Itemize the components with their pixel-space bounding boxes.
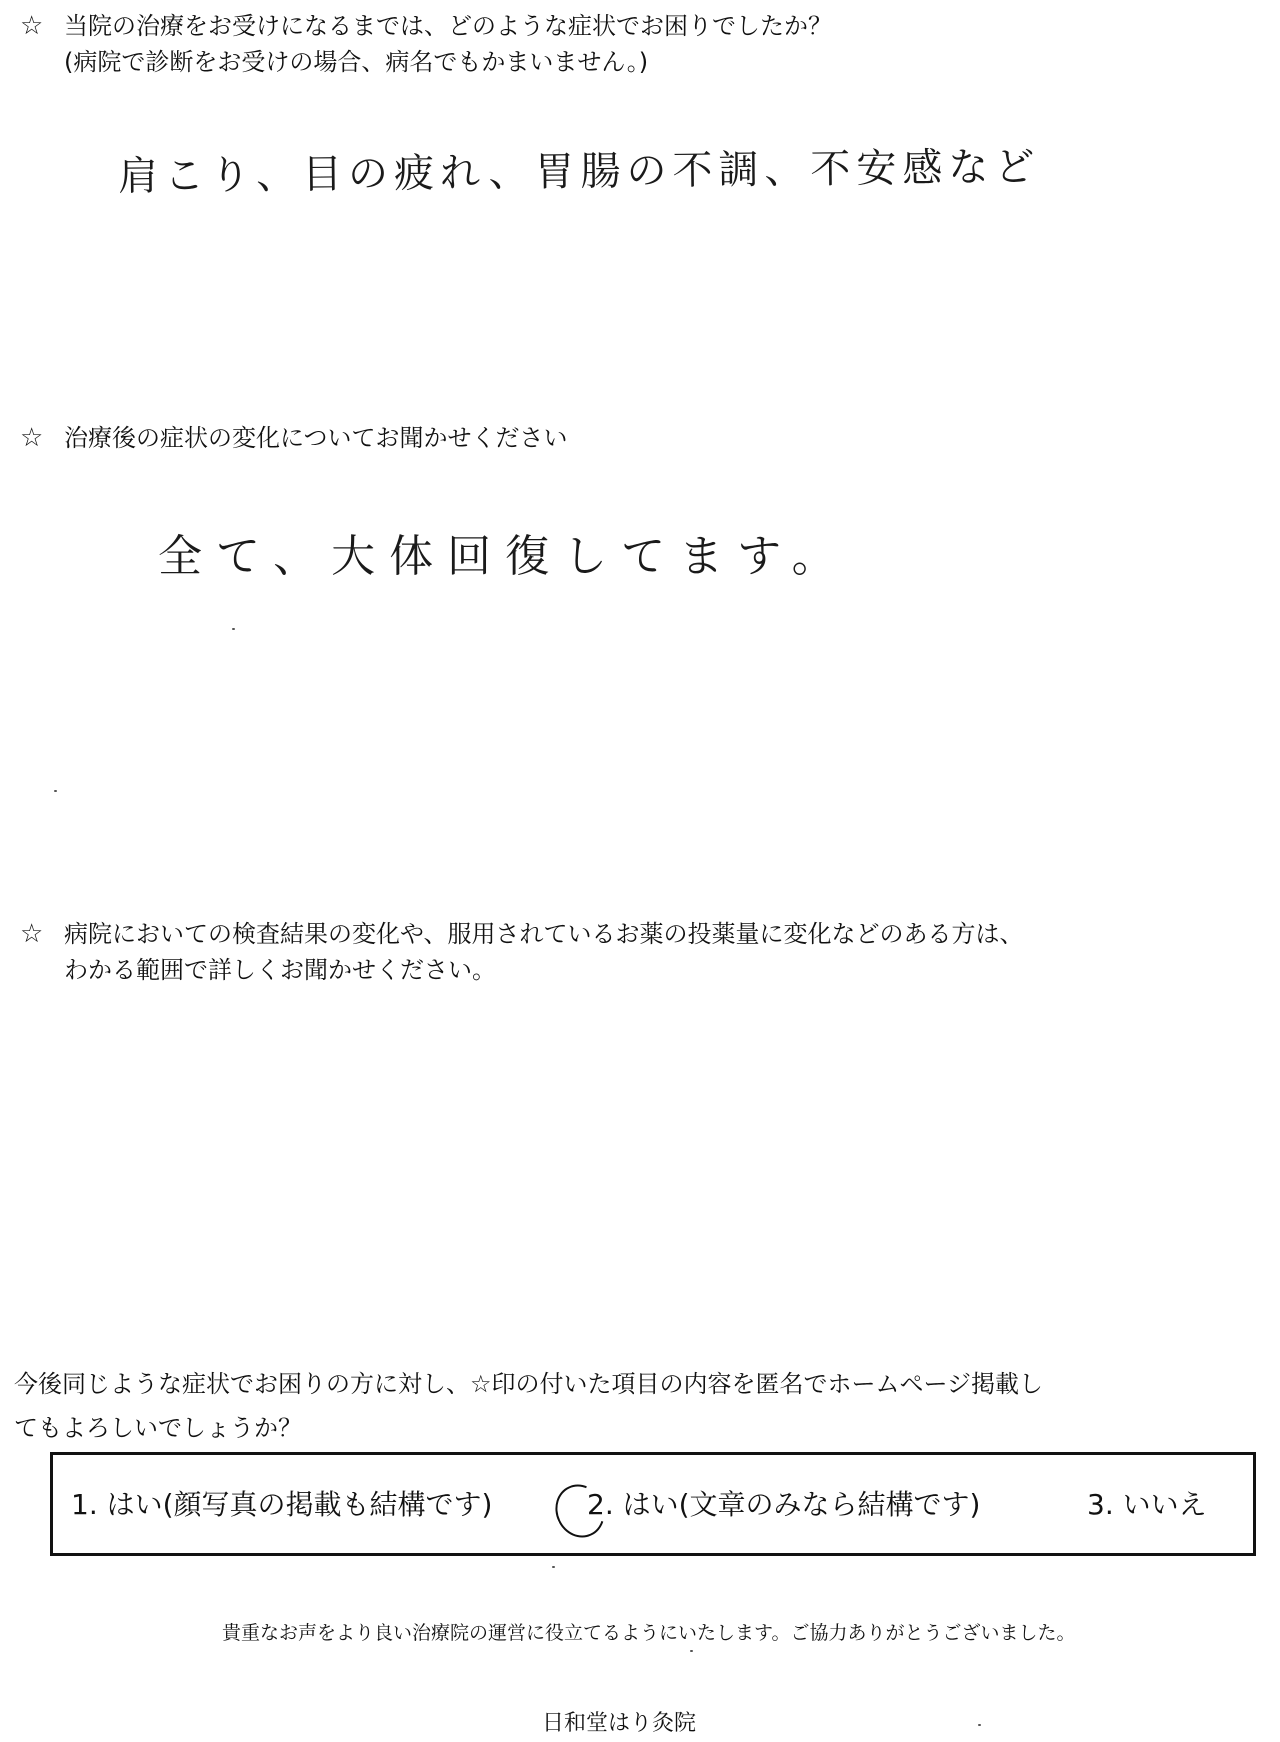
star-icon: ☆ (20, 919, 44, 949)
clinic-name: 日和堂はり灸院 (542, 1711, 697, 1736)
question-3-line-1: 病院においての検査結果の変化や、服用されているお薬の投薬量に変化などのある方は、 (64, 920, 1024, 948)
question-3-line-2: わかる範囲で詳しくお聞かせください。 (64, 956, 496, 984)
question-1-line-1: 当院の治療をお受けになるまでは、どのような症状でお困りでしたか？ (64, 12, 832, 40)
question-2 (20, 420, 568, 456)
consent-line-2: てもよろしいでしょうか？ (14, 1414, 302, 1442)
option-yes-with-photo[interactable]: 1. はい(顔写真の掲載も結構です) (71, 1488, 493, 1521)
scan-speck (54, 790, 57, 792)
scan-speck (978, 1724, 981, 1726)
question-3 (20, 916, 1024, 988)
consent-question (14, 1362, 1043, 1450)
thank-you-note: 貴重なお声をより良い治療院の運営に役立てるようにいたします。ご協力ありがとうございました。 (222, 1622, 1076, 1644)
star-icon: ☆ (20, 423, 44, 453)
scan-speck (690, 1650, 693, 1652)
consent-line-1: 今後同じような症状でお困りの方に対し、☆印の付いた項目の内容を匿名でホームページ掲載し (14, 1370, 1044, 1398)
question-1-line-2: (病院で診断をお受けの場合、病名でもかまいません。) (64, 48, 649, 76)
answer-2-handwriting: 全て、大体回復してます。 (158, 531, 850, 582)
question-2-line-1: 治療後の症状の変化についてお聞かせください (64, 424, 568, 452)
star-icon: ☆ (20, 11, 44, 41)
scan-speck (552, 1566, 555, 1568)
scan-speck (232, 628, 235, 630)
question-1 (20, 8, 832, 80)
answer-1-handwriting: 肩こり、目の疲れ、胃腸の不調、不安感など (117, 144, 1041, 200)
option-yes-text-only[interactable]: 2. はい(文章のみなら結構です) (587, 1488, 981, 1521)
consent-options-box (50, 1452, 1256, 1556)
option-no[interactable]: 3. いいえ (1087, 1488, 1207, 1521)
